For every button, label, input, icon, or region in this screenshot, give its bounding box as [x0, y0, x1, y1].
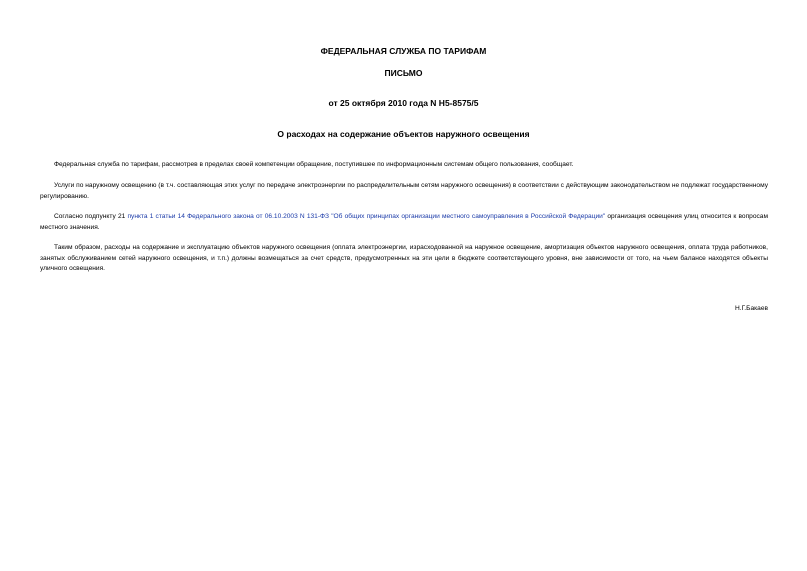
- paragraph-3-tail: организация освещения улиц относится к вопросам местного значения.: [40, 213, 768, 231]
- signature-name: Н.Г.Бакаев: [734, 305, 768, 312]
- paragraph-3-lead: Согласно подпункту 21: [54, 213, 128, 220]
- federal-law-link[interactable]: пункта 1 статьи 14 Федерального закона от 06.10.2003 N 131-ФЗ "Об общих принципах организации местного самоуправления в Российской Федерации": [127, 213, 606, 220]
- document-date-number: от 25 октября 2010 года N Н5-8575/5: [328, 98, 479, 108]
- document-subject: О расходах на содержание объектов наружного освещения: [277, 129, 530, 139]
- agency-title: ФЕДЕРАЛЬНАЯ СЛУЖБА ПО ТАРИФАМ: [320, 46, 487, 56]
- paragraph-3: [40, 212, 768, 233]
- paragraph-2: Услуги по наружному освещению (в т.ч. составляющая этих услуг по передаче электроэнергии по распределительным сетям наружного освещения) в соответствии с действующим законодательством не подлежат государственному регулированию.: [40, 182, 768, 200]
- paragraph-4: Таким образом, расходы на содержание и эксплуатацию объектов наружного освещения (оплата электроэнергии, израсходованной на наружное освещение, амортизация объектов наружного освещения, оплата труда работников, занятых обслуживанием сетей наружного освещения, и т.п.) должны возмещаться за счет средств, предусмотренных на эти цели в бюджете соответствующего уровня, вне зависимости от того, на чьем балансе находятся объекты уличного освещения.: [40, 244, 768, 272]
- document-type: ПИСЬМО: [384, 68, 423, 78]
- paragraph-1: Федеральная служба по тарифам, рассмотрев в пределах своей компетенции обращение, поступившее по информационным системам общего пользования, сообщает.: [54, 161, 574, 168]
